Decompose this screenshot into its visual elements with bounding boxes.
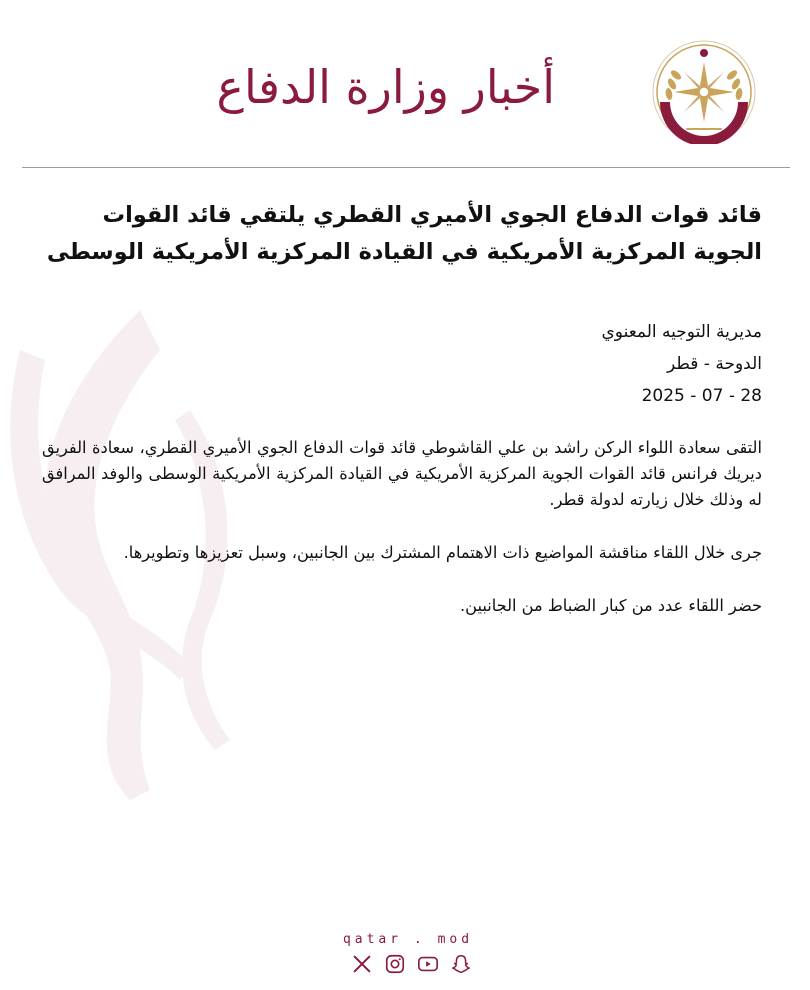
article-paragraph: جرى خلال اللقاء مناقشة المواضيع ذات الاهتمام المشترك بين الجانبين، وسبل تعزيزها وتطويرها.: [123, 543, 762, 562]
article-location: الدوحة - قطر: [666, 354, 762, 374]
article-body: [42, 435, 762, 646]
article-date: 2025 - 07 - 28: [641, 386, 762, 406]
page-footer: [0, 932, 810, 975]
article-paragraph: التقى سعادة اللواء الركن راشد بن علي القاشوطي قائد قوات الدفاع الجوي الأميري القطري، سعادة الفريق ديريك فرانس قائد القوات الجوية المركزية الأمريكية في القيادة المركزية الأمريكية الوسطى والوفد المرافق له وذلك خلال زيارته لدولة قطر.: [42, 438, 762, 509]
article-meta: [601, 316, 762, 412]
social-links: [12, 953, 810, 975]
snapchat-icon[interactable]: [450, 953, 472, 975]
article-paragraph: حضر اللقاء عدد من كبار الضباط من الجانبين.: [459, 596, 762, 615]
social-handle[interactable]: qatar . mod: [342, 932, 474, 947]
ministry-logo: [652, 40, 756, 144]
article-source: مديرية التوجيه المعنوي: [601, 322, 762, 342]
page-header: [0, 0, 810, 168]
youtube-icon[interactable]: [417, 953, 439, 975]
header-title: أخبار وزارة الدفاع: [216, 60, 555, 114]
instagram-icon[interactable]: [384, 953, 406, 975]
header-divider: [22, 167, 790, 168]
article-headline: قائد قوات الدفاع الجوي الأميري القطري يلتقي قائد القوات الجوية المركزية الأمريكية في القيادة المركزية الأمريكية الوسطى: [46, 202, 762, 265]
x-icon[interactable]: [351, 953, 373, 975]
